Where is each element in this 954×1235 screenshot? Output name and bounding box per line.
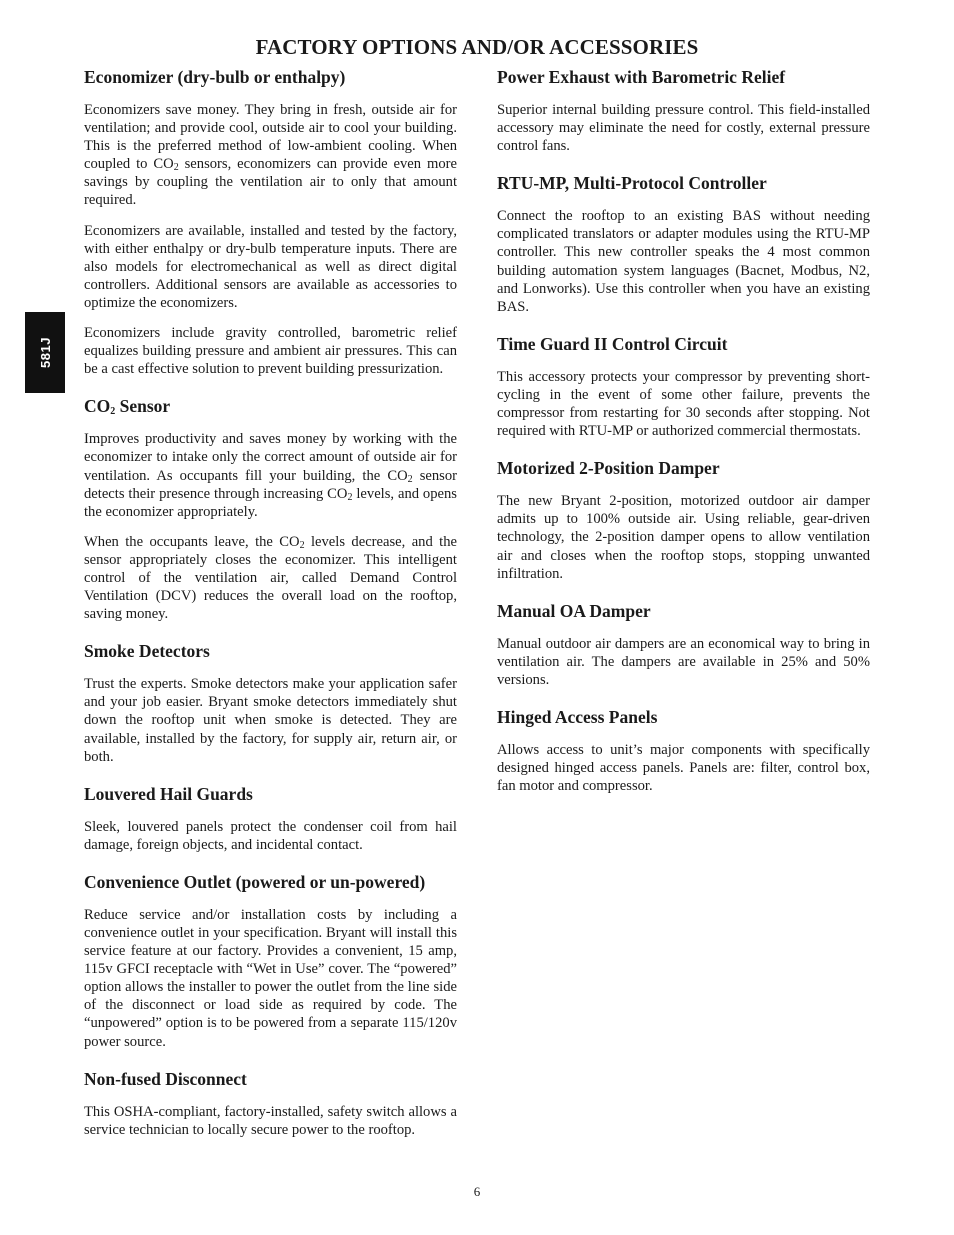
paragraph xyxy=(84,533,457,623)
text-run: Sensor xyxy=(115,396,171,417)
paragraph xyxy=(497,741,870,795)
text-run: This OSHA-compliant, factory-installed, safety switch allows a service technician to locally secure power to the rooftop. xyxy=(84,1103,457,1138)
section-heading: Non-fused Disconnect xyxy=(84,1068,247,1089)
text-run: Improves productivity and saves money by working with the economizer to intake only the correct amount of outside air for ventilation. As occupants fill your building, the CO xyxy=(84,431,457,484)
section-heading: Time Guard II Control Circuit xyxy=(497,333,728,354)
paragraph xyxy=(497,635,870,689)
paragraph xyxy=(84,675,457,765)
section xyxy=(497,333,870,440)
subscript: 2 xyxy=(173,162,179,174)
paragraph xyxy=(497,492,870,582)
text-run: Economizers save money. They bring in fresh, outside air for ventilation; and provide cool, outside air to cool your building. This is the preferred method of low-ambient cooling. When coupled to CO xyxy=(84,102,457,173)
paragraph xyxy=(84,430,457,520)
text-run: When the occupants leave, the CO xyxy=(84,533,300,550)
section-heading: Louvered Hail Guards xyxy=(84,783,253,804)
paragraph xyxy=(84,324,457,378)
text-run: Superior internal building pressure control. This field-installed accessory may eliminate the need for costly, external pressure control fans. xyxy=(497,102,870,155)
section-heading: Power Exhaust with Barometric Relief xyxy=(497,67,786,87)
section-heading: Economizer (dry-bulb or enthalpy) xyxy=(84,67,346,87)
side-tab xyxy=(25,312,65,393)
section xyxy=(84,66,457,378)
section xyxy=(84,783,457,854)
section-heading: Smoke Detectors xyxy=(84,641,210,662)
paragraph xyxy=(84,222,457,312)
paragraph xyxy=(84,101,457,210)
section-heading: Convenience Outlet (powered or un-powered) xyxy=(84,871,426,892)
section-heading xyxy=(84,395,457,417)
text-run: The new Bryant 2-position, motorized outdoor air damper admits up to 100% outside air. Using reliable, gear-driven technology, the 2-position damper opens to allow ventilation air and closes when the rooftop stops, stopping unwanted infiltration. xyxy=(497,493,870,582)
left-column xyxy=(84,66,457,1156)
subscript: 2 xyxy=(299,539,305,551)
text-run: CO xyxy=(84,396,111,417)
section-heading: RTU-MP, Multi-Protocol Controller xyxy=(497,173,767,194)
section xyxy=(497,66,870,155)
subscript: 2 xyxy=(347,491,353,503)
section xyxy=(497,457,870,582)
text-run: Allows access to unit’s major components with specifically designed hinged access panels. Panels are: filter, control box, fan motor and compressor. xyxy=(497,741,870,795)
subscript: 2 xyxy=(110,406,116,418)
section-heading: Motorized 2-Position Damper xyxy=(497,458,720,479)
text-run: levels decrease, and the sensor appropriately closes the economizer. This intelligent control of the ventilation air, called Demand Control Ventilation (DCV) reduces the overall load on the rooftop, saving money. xyxy=(84,533,457,623)
paragraph xyxy=(84,1103,457,1139)
text-run: sensors, economizers can provide even more savings by coupling the ventilation air to only that amount required. xyxy=(84,156,457,209)
paragraph xyxy=(497,368,870,440)
text-run: levels, and opens the economizer appropriately. xyxy=(84,485,457,520)
page-title: FACTORY OPTIONS AND/OR ACCESSORIES xyxy=(255,35,699,59)
text-run: Manual outdoor air dampers are an economical way to bring in ventilation air. The dampers are available in 25% and 50% versions. xyxy=(497,635,870,688)
text-run: Sleek, louvered panels protect the condenser coil from hail damage, foreign objects, and incidental contact. xyxy=(84,818,457,853)
section xyxy=(84,1068,457,1139)
text-run: Reduce service and/or installation costs by including a convenience outlet in your specification. Bryant will install this service feature at our factory. Provides a convenient, 15 amp, 115v GFCI receptacle with “Wet in Use” cover. The “powered” option allows the installer to power the outlet from the line side of the disconnect or load side as required by code. The “unpowered” option is to be powered from a separate 115/120v power source. xyxy=(84,906,457,1050)
section-heading: Manual OA Damper xyxy=(497,600,651,621)
paragraph xyxy=(497,101,870,155)
paragraph xyxy=(497,207,870,316)
side-tab-label: 581J xyxy=(37,337,53,368)
section-heading: Hinged Access Panels xyxy=(497,706,658,727)
right-column xyxy=(497,66,870,812)
subscript: 2 xyxy=(407,473,413,485)
paragraph xyxy=(84,906,457,1051)
text-run: Connect the rooftop to an existing BAS without needing complicated translators or adapter modules using the RTU-MP controller. This new controller speaks the 4 most common building automation system languages (Bacnet, Modbus, N2, and Lonworks). Use this controller when you have an existing BAS. xyxy=(497,208,870,315)
text-run: sensor detects their presence through increasing CO xyxy=(84,467,457,502)
section xyxy=(497,600,870,689)
page-number: 6 xyxy=(473,1184,481,1199)
section xyxy=(84,871,457,1051)
section xyxy=(497,172,870,316)
section xyxy=(84,640,457,765)
text-run: This accessory protects your compressor by preventing short-cycling in the event of some other failure, prevents the compressor from restarting for 30 seconds after stopping. Not required with RTU-MP or authorized commercial thermostats. xyxy=(497,368,870,440)
text-run: Economizers are available, installed and tested by the factory, with either enthalpy or dry-bulb temperature inputs. There are also models for electromechanical as well as direct digital controllers. Additional sensors are available as accessories to optimize the economizers. xyxy=(84,222,457,311)
section xyxy=(84,395,457,623)
section xyxy=(497,706,870,795)
text-run: Economizers include gravity controlled, barometric relief equalizes building pressure and ambient air pressures. This can be a cast effective solution to prevent building pressurization. xyxy=(84,325,457,378)
text-run: Trust the experts. Smoke detectors make your application safer and your job easier. Bryant smoke detectors immediately shut down the rooftop unit when smoke is detected. They are available, installed by the factory, for supply air, return air, or both. xyxy=(84,676,457,765)
paragraph xyxy=(84,818,457,854)
